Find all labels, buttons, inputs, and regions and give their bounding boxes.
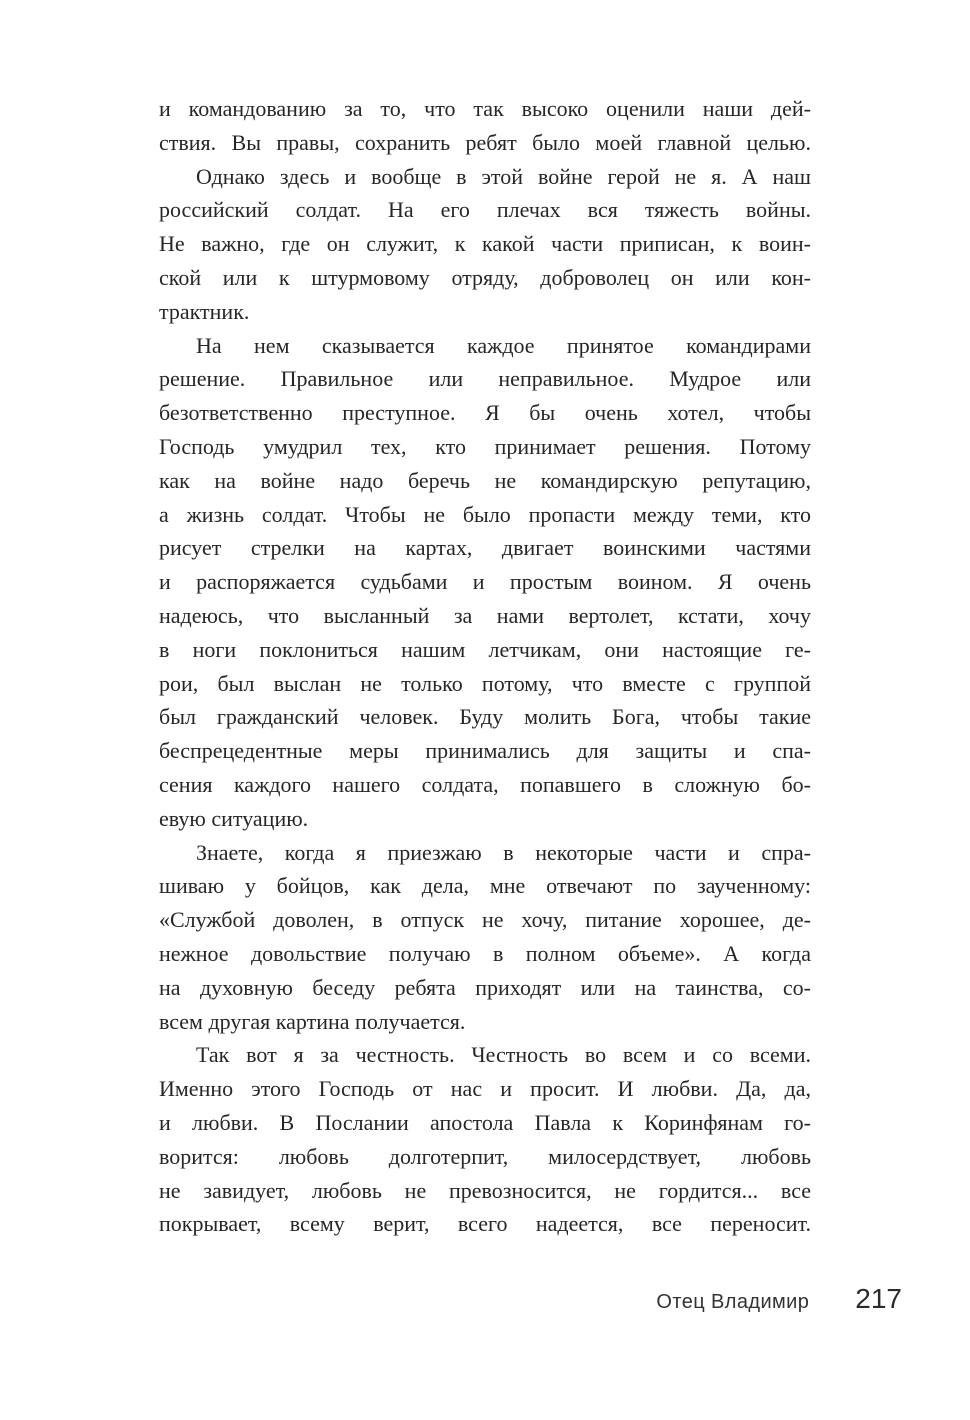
page-footer [656, 1283, 902, 1315]
text-line: и любви. В Послании апостола Павла к Коринфянам го- [159, 1109, 811, 1135]
paragraph [159, 92, 811, 160]
text-line: на духовную беседу ребята приходят или на таинства, со- [159, 974, 811, 1000]
text-line: решение. Правильное или неправильное. Мудрое или [159, 366, 811, 392]
text-line: Знаете, когда я приезжаю в некоторые части и спра- [196, 839, 811, 865]
page-number: 217 [855, 1283, 902, 1314]
running-title: Отец Владимир [656, 1291, 810, 1313]
paragraph [159, 836, 811, 1039]
text-line: трактник. [159, 298, 250, 324]
text-line: покрывает, всему верит, всего надеется, все переносит. [159, 1211, 811, 1237]
text-line: и распоряжается судьбами и простым воином. Я очень [159, 569, 811, 595]
text-line: был гражданский человек. Буду молить Бога, чтобы такие [159, 704, 811, 730]
text-line: и командованию за то, что так высоко оценили наши дей- [159, 96, 811, 121]
text-line: Так вот я за честность. Честность во всем и со всеми. [196, 1042, 811, 1068]
text-line: Однако здесь и вообще в этой войне герой не я. А наш [196, 163, 811, 189]
text-line: нежное довольствие получаю в полном объеме». А когда [159, 940, 811, 966]
text-line: «Службой доволен, в отпуск не хочу, питание хорошее, де- [159, 907, 811, 933]
text-line: рои, был выслан не только потому, что вместе с группой [159, 670, 811, 696]
text-line: ворится: любовь долготерпит, милосердствует, любовь [159, 1143, 811, 1169]
text-line: На нем сказывается каждое принятое командирами [196, 332, 811, 358]
text-line: сения каждого нашего солдата, попавшего в сложную бо- [159, 771, 811, 797]
text-line: Господь умудрил тех, кто принимает решения. Потому [159, 433, 811, 459]
text-line: рисует стрелки на картах, двигает воинскими частями [159, 535, 811, 561]
text-line: российский солдат. На его плечах вся тяжесть войны. [159, 197, 811, 223]
text-line: всем другая картина получается. [159, 1008, 466, 1034]
page-text [159, 92, 811, 1241]
text-line: ствия. Вы правы, сохранить ребят было моей главной целью. [159, 129, 811, 155]
paragraph [159, 329, 811, 836]
text-line: Именно этого Господь от нас и просит. И любви. Да, да, [159, 1076, 811, 1102]
text-line: шиваю у бойцов, как дела, мне отвечают по заученному: [159, 873, 811, 899]
paragraph [159, 160, 811, 329]
paragraph [159, 1038, 811, 1241]
text-line: евую ситуацию. [159, 805, 309, 831]
text-line: не завидует, любовь не превозносится, не гордится... все [159, 1177, 811, 1203]
text-line: а жизнь солдат. Чтобы не было пропасти между теми, кто [159, 501, 811, 527]
text-line: беспрецедентные меры принимались для защиты и спа- [159, 738, 811, 764]
text-line: надеюсь, что высланный за нами вертолет, кстати, хочу [159, 602, 811, 628]
text-line: ской или к штурмовому отряду, доброволец он или кон- [159, 264, 811, 290]
text-line: как на войне надо беречь не командирскую репутацию, [159, 467, 811, 493]
text-line: Не важно, где он служит, к какой части приписан, к воин- [159, 231, 811, 257]
text-line: безответственно преступное. Я бы очень хотел, чтобы [159, 400, 811, 426]
text-line: в ноги поклониться нашим летчикам, они настоящие ге- [159, 636, 811, 662]
